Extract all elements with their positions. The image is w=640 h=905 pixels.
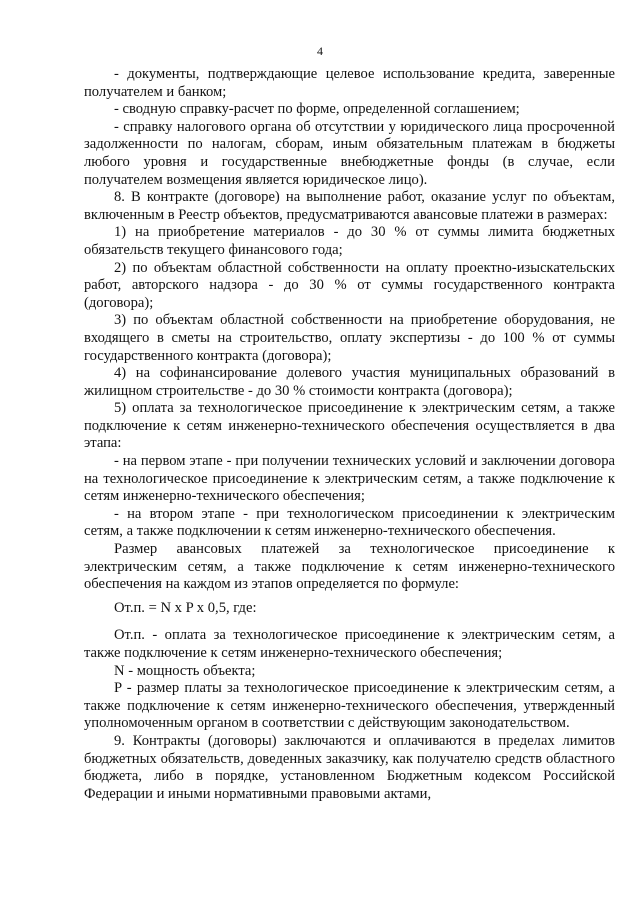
paragraph-item-9: 9. Контракты (договоры) заключаются и оплачиваются в пределах лимитов бюджетных обязательств, доведенных заказчику, как получателю средств областного бюджета, либо в порядке, установленном Бюджетным кодексом Российской Федерации и иными нормативными правовыми актами, — [84, 732, 615, 802]
page-number: 4 — [317, 44, 323, 58]
paragraph-subitem-3: 3) по объектам областной собственности на приобретение оборудования, не входящего в сметы на строительство, оплату экспертизы - до 100 % от суммы государственного контракта (договора); — [84, 312, 615, 364]
paragraph-first-stage: - на первом этапе - при получении технических условий и заключении договора на технологическое присоединение к электрическим сетям, а также подключение к сетям инженерно-технического обеспечения; — [84, 453, 615, 505]
paragraph-subitem-4: 4) на софинансирование долевого участия муниципальных образований в жилищном строительстве - до 30 % стоимости контракта (договора); — [84, 365, 615, 399]
paragraph-tax-reference: - справку налогового органа об отсутствии у юридического лица просроченной задолженности по налогам, сборам, иным обязательным платежам в бюджеты любого уровня и государственные внебюджетные фонды (в случае, если получателем возмещения является юридическое лицо). — [84, 118, 615, 188]
paragraph-formula-p: P - размер платы за технологическое присоединение к электрическим сетям, а также подключение к сетям инженерно-технического обеспечения, утвержденный уполномоченным органом в соответствии с действующим законодательством. — [84, 680, 615, 732]
paragraph-formula-n: N - мощность объекта; — [114, 662, 256, 679]
paragraph-subitem-5: 5) оплата за технологическое присоединение к электрическим сетям, а также подключение к сетям инженерно-технического обеспечения осуществляется в два этапа: — [84, 400, 615, 452]
document-body — [84, 66, 615, 803]
formula: От.п. = N x P x 0,5, где: — [114, 599, 257, 616]
paragraph-item-8: 8. В контракте (договоре) на выполнение работ, оказание услуг по объектам, включенным в Реестр объектов, предусматриваются авансовые платежи в размерах: — [84, 189, 615, 223]
paragraph-formula-otp: От.п. - оплата за технологическое присоединение к электрическим сетям, а также подключение к сетям инженерно-технического обеспечения; — [84, 627, 615, 661]
paragraph-advance-size: Размер авансовых платежей за технологическое присоединение к электрическим сетям, а также подключение к сетям инженерно-технического обеспечения на каждом из этапов определяется по формуле: — [84, 541, 615, 593]
paragraph-subitem-1: 1) на приобретение материалов - до 30 % от суммы лимита бюджетных обязательств текущего финансового года; — [84, 224, 615, 258]
paragraph-subitem-2: 2) по объектам областной собственности на оплату проектно-изыскательских работ, авторского надзора - до 30 % от суммы государственного контракта (договора); — [84, 259, 615, 311]
paragraph-documents: - документы, подтверждающие целевое использование кредита, заверенные получателем и банком; — [84, 66, 615, 100]
paragraph-summary-reference: - сводную справку-расчет по форме, определенной соглашением; — [114, 101, 520, 118]
paragraph-second-stage: - на втором этапе - при технологическом присоединении к электрическим сетям, а также подключении к сетям инженерно-технического обеспечения. — [84, 505, 615, 540]
